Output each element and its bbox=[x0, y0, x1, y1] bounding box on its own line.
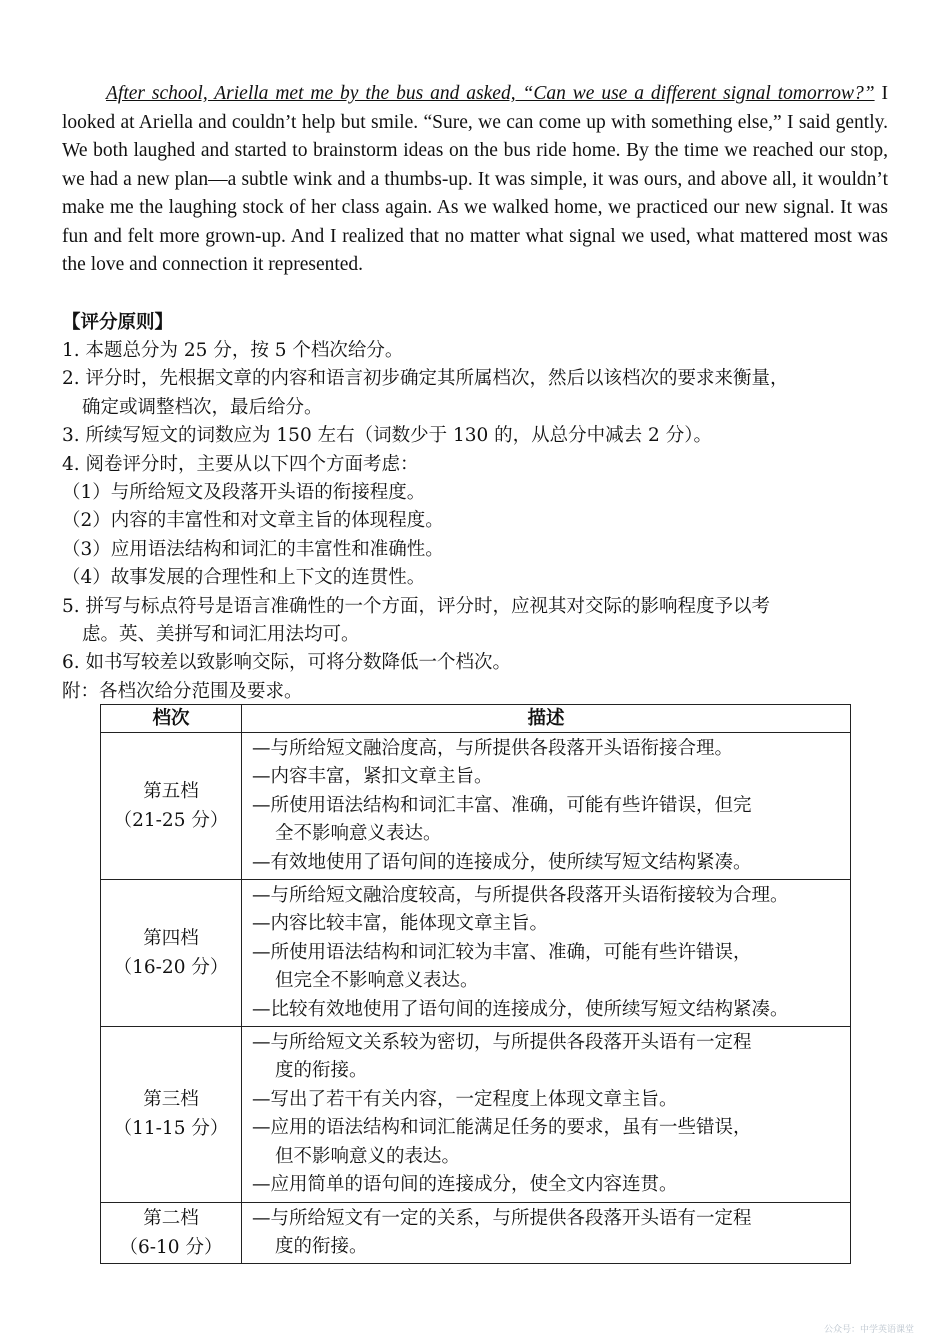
level-cell bbox=[101, 1027, 242, 1202]
description-line: —应用简单的语句间的连接成分，使全文内容连贯。 bbox=[252, 1174, 678, 1196]
description-cell bbox=[242, 733, 851, 880]
level-name: 第二档 bbox=[143, 1207, 199, 1229]
appendix-note: 附：各档次给分范围及要求。 bbox=[62, 680, 303, 702]
rule-item bbox=[62, 337, 888, 365]
rule-text-continued: 确定或调整档次，最后给分。 bbox=[82, 396, 323, 418]
description-line: —与所给短文融洽度高，与所提供各段落开头语衔接合理。 bbox=[252, 738, 734, 759]
rule-item bbox=[62, 451, 888, 479]
story-body: I looked at Ariella and couldn’t help but smile. “Sure, we can come up with something else,” I said gently. We both laughed and started to brainstorm ideas on the bus ride home. By the time we reached our stop, we had a new plan—a subtle wink and a thumbs-up. It was simple, it was ours, and above all, it wouldn’t make me the laughing stock of her class again. As we walked home, we practiced our new signal. It was fun and felt more grown-up. And I realized that no matter what signal we used, what mattered most was the love and connection it represented. bbox=[62, 83, 888, 275]
description-line: —应用的语法结构和词汇能满足任务的要求，虽有一些错误， 但不影响意义的表达。 bbox=[252, 1117, 752, 1167]
level-range: （6-10 分） bbox=[119, 1236, 223, 1258]
description-line: —内容丰富，紧扣文章主旨。 bbox=[252, 766, 493, 788]
description-cell bbox=[242, 1202, 851, 1264]
level-name: 第五档 bbox=[143, 781, 199, 803]
rule-item bbox=[62, 593, 888, 650]
level-name: 第三档 bbox=[143, 1089, 199, 1111]
rule-item bbox=[62, 365, 888, 422]
table-row bbox=[101, 733, 851, 880]
level-cell bbox=[101, 1202, 242, 1264]
rule-item bbox=[62, 649, 888, 677]
aspect-item: （3）应用语法结构和词汇的丰富性和准确性。 bbox=[62, 538, 444, 560]
rule-text: 1. 本题总分为 25 分，按 5 个档次给分。 bbox=[62, 340, 404, 361]
description-cell bbox=[242, 1027, 851, 1202]
rule-text: 4. 阅卷评分时，主要从以下四个方面考虑： bbox=[62, 453, 419, 475]
table-header-row bbox=[101, 705, 851, 733]
description-line: —与所给短文融洽度较高，与所提供各段落开头语衔接较为合理。 bbox=[252, 885, 789, 907]
aspect-item: （1）与所给短文及段落开头语的衔接程度。 bbox=[62, 482, 426, 504]
level-range: （11-15 分） bbox=[113, 1118, 229, 1140]
level-cell bbox=[101, 880, 242, 1027]
grading-table bbox=[100, 704, 851, 1264]
description-line: —与所给短文有一定的关系，与所提供各段落开头语有一定程 度的衔接。 bbox=[252, 1207, 752, 1257]
rule-item bbox=[62, 422, 888, 450]
description-line: —写出了若干有关内容，一定程度上体现文章主旨。 bbox=[252, 1088, 678, 1110]
rule-text: 6. 如书写较差以致影响交际，可将分数降低一个档次。 bbox=[62, 652, 512, 674]
rule-text: 2. 评分时，先根据文章的内容和语言初步确定其所属档次，然后以该档次的要求来衡量， bbox=[62, 368, 789, 390]
rule-text: 3. 所续写短文的词数应为 150 左右（词数少于 130 的，从总分中减去 2 分）。 bbox=[62, 425, 712, 447]
story-paragraph bbox=[62, 80, 888, 280]
aspect-item: （4）故事发展的合理性和上下文的连贯性。 bbox=[62, 567, 426, 589]
level-name: 第四档 bbox=[143, 928, 199, 950]
level-cell bbox=[101, 733, 242, 880]
table-row bbox=[101, 1202, 851, 1264]
aspect-item: （2）内容的丰富性和对文章主旨的体现程度。 bbox=[62, 510, 444, 532]
description-line: —内容比较丰富，能体现文章主旨。 bbox=[252, 913, 549, 935]
description-line: —有效地使用了语句间的连接成分，使所续写短文结构紧凑。 bbox=[252, 851, 752, 873]
description-cell bbox=[242, 880, 851, 1027]
level-range: （16-20 分） bbox=[113, 957, 229, 979]
description-line: —所使用语法结构和词汇较为丰富、准确，可能有些许错误， 但完全不影响意义表达。 bbox=[252, 941, 752, 992]
scoring-heading: 【评分原则】 bbox=[62, 312, 174, 333]
header-description: 描述 bbox=[242, 705, 851, 733]
table-row bbox=[101, 1027, 851, 1202]
scoring-rules bbox=[62, 337, 888, 706]
rule-text-continued: 虑。英、美拼写和词汇用法均可。 bbox=[82, 624, 360, 646]
description-line: —与所给短文关系较为密切，与所提供各段落开头语有一定程 度的衔接。 bbox=[252, 1032, 752, 1082]
story-lead-sentence: After school, Ariella met me by the bus and asked, “Can we use a different signal tomorrow?” bbox=[106, 83, 875, 104]
level-range: （21-25 分） bbox=[113, 810, 229, 832]
watermark: 公众号：中学英语课堂 bbox=[823, 1325, 914, 1335]
description-line: —所使用语法结构和词汇丰富、准确，可能有些许错误，但完 全不影响意义表达。 bbox=[252, 794, 752, 845]
table-row bbox=[101, 880, 851, 1027]
description-line: —比较有效地使用了语句间的连接成分，使所续写短文结构紧凑。 bbox=[252, 998, 789, 1020]
rule-text: 5. 拼写与标点符号是语言准确性的一个方面，评分时，应视其对交际的影响程度予以考 bbox=[62, 595, 771, 617]
header-level: 档次 bbox=[101, 705, 242, 733]
